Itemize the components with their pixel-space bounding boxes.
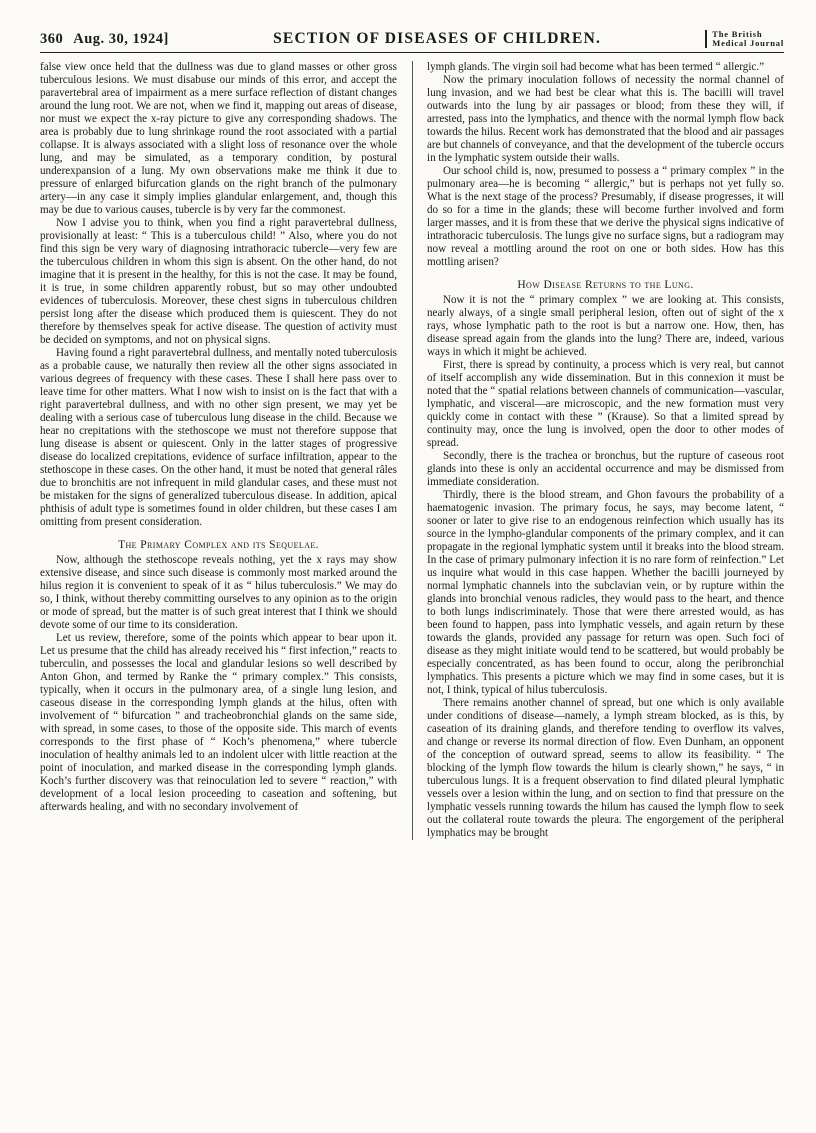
paragraph: Now I advise you to think, when you find a right paravertebral dullness, provisionally at least: “ This is a tuberculous child! ” Also, where you do not find this sign be very wary of diagnosing intrathoracic tubercle—very few are the tuberculous children in whom this sign is absent. On the other hand, do not imagine that it is present in the healthy, for this is not the case. It may be found, it is true, in some children apparently robust, but so may other undoubted evidences of tuberculosis. Moreover, these chest signs in tuberculous children persist long after the disease which produced them is quiescent. They do not therefore by themselves speak for active disease. The question of activity must be decided on symptoms, and not on physical signs. <box>40 217 397 346</box>
article-body <box>40 61 784 840</box>
paragraph: lymph glands. The virgin soil had become what has been termed “ allergic.” <box>427 61 765 73</box>
paragraph: Let us review, therefore, some of the points which appear to bear upon it. Let us presume that the child has already received his “ first infection,” reacts to tuberculin, and possesses the local and glandular lesions so well described by Anton Ghon, and termed by Ranke the “ primary complex.” This consists, typically, when it occurs in the pulmonary area, of a single lung lesion, and caseous disease in the corresponding lymph glands at the hilus, often with involvement of “ bifurcation ” and tracheobronchial glands on the same side, with spread, in some cases, to those of the opposite side. This march of events corresponds to the first phase of “ Koch’s phenomena,” where tubercle inoculation of healthy animals led to an indolent ulcer with little reaction at the point of inoculation, and marked disease in the corresponding lymph glands. Koch’s further discovery was that reinoculation led to severe “ reaction,” with development of a local lesion proceeding to caseation and softening, but afterwards healing, and with no secondary involvement of <box>40 632 397 813</box>
paragraph: false view once held that the dullness was due to gland masses or other gross tuberculous lesions. We must disabuse our minds of this error, and accept the paravertebral area of impairment as a mere surface reflection of distant changes around the lung root. We are not, when we find it, mapping out areas of disease, nor must we expect the x-ray picture to give any corresponding shadows. The area is probably due to lung shrinkage round the root associated with a partial collapse. It is always associated with a slight loss of resonance over the whole lung, and may be simulated, as a temporary condition, by postural underexpansion of a lung. My own observations make me think it due to pressure of enlarged bifurcation glands on the right branch of the pulmonary artery—in any case it simply implies glandular enlargement, and, though this may be due to various causes, tubercle is by very far the commonest. <box>40 61 397 216</box>
paragraph: Thirdly, there is the blood stream, and Ghon favours the probability of a haematogenic invasion. The primary focus, he says, may become latent, “ sooner or later to give rise to an endogenous reinfection which usually has its source in the lympho-glandular components of the primary complex, and it can propagate in the regional lymphatic system until it breaks into the blood stream. In the case of primary pulmonary infection it is no rare form of reinfection.” Let us inquire what would in this case happen. Whether the bacilli journeyed by normal lymphatic channels into the subclavian vein, or by rupture within the glands into bronchial venous radicles, they would pass to the heart, and thence to both lungs indiscriminately. Those that were there arrested would, as has been found to happen, pass into lymphatic vessels, and again return by these towards the glands, provided any passage for return was open. Such foci of disease as they might initiate would tend to be scattered, but would probably be especially concentrated, as has been found to occur, along the peribronchial lymphatics. This presents a picture which we may find in some cases, but it is not, I think, typical of hilus tuberculosis. <box>427 489 784 696</box>
header-left <box>40 31 169 48</box>
paragraph: Now it is not the “ primary complex ” we are looking at. This consists, nearly always, of a single small peripheral lesion, often out of sight of the x rays, whose lymphatic path to the root is but a narrow one. How, then, has disease spread again from the glands into the lung? There are, indeed, various ways in which it might be achieved. <box>427 294 784 358</box>
paragraph: Secondly, there is the trachea or bronchus, but the rupture of caseous root glands into these is only an accidental occurrence and may be dismissed from immediate consideration. <box>427 450 784 488</box>
section-heading: The Primary Complex and its Sequelae. <box>118 539 319 551</box>
paragraph: Our school child is, now, presumed to possess a “ primary complex ” in the pulmonary area—he is becoming “ allergic,” but is perhaps not yet fully so. What is the next stage of the process? Presumably, if disease progresses, it will do so for a time in the glands; these will become further involved and form larger masses, and it is from these that we derive the physical signs indicative of intrathoracic tuberculosis. The lungs give no surface signs, but a radiogram may now reveal a mottling around the root on one or both sides. How has this mottling arisen? <box>427 165 784 268</box>
journal-name <box>705 30 784 48</box>
right-column <box>427 61 784 840</box>
journal-name-line2: Medical Journal <box>712 38 784 48</box>
left-column <box>40 61 397 840</box>
paragraph: Now, although the stethoscope reveals nothing, yet the x rays may show extensive disease, and since such disease is commonly most marked around the hilus region it is convenient to speak of it as “ hilus tuberculosis.” We may do so, I think, without thereby committing ourselves to any opinion as to the origin or mode of spread, but the matter is of such great interest that I think we should devote some of our time to its consideration. <box>40 554 397 631</box>
page-header <box>40 26 784 53</box>
issue-date: Aug. 30, 1924] <box>73 31 169 47</box>
page-number: 360 <box>40 31 64 47</box>
section-heading: How Disease Returns to the Lung. <box>517 279 694 291</box>
journal-name-line1: The British <box>712 29 763 39</box>
paragraph: Now the primary inoculation follows of necessity the normal channel of lung invasion, and we had best be clear what this is. The bacilli will travel outwards into the lung by air passages or blood; from these they will, if arrested, pass into the lymphatics, and thence with the normal lymph flow back towards the hilus. Recent work has demonstrated that the blood and air passages are but channels of conveyance, and that the development of the tubercle occurs in the lymphatic system outside their walls. <box>427 74 784 164</box>
paragraph: First, there is spread by continuity, a process which is very real, but cannot of itself accomplish any wide dissemination. But in this connexion it must be noted that the “ spatial relations between channels of communication—vascular, lymphatic, and visceral—are microscopic, and the new formation must very quickly come in contact with these ” (Krause). So that a limited spread by continuity may, once the lung is involved, open the door to other modes of spread. <box>427 359 784 449</box>
column-divider <box>412 61 413 840</box>
section-title: SECTION OF DISEASES OF CHILDREN. <box>273 30 602 47</box>
paragraph: Having found a right paravertebral dullness, and mentally noted tuberculosis as a probable cause, we naturally then review all the other signs associated in various degrees of frequency with these cases. These I shall here pass over to leave time for other matters. What I now wish to insist on is the fact that with a right paravertebral dullness, and with no other sign present, we may yet be dealing with a serious case of tuberculous lung disease in the child. Because we hear no crepitations with the stethoscope we must not therefore suppose that lung disease is absent or quiescent. Only in the latter stages of progressive disease do localized crepitations, evidence of surface infiltration, appear to the stethoscope in these cases. On the other hand, it must be noted that general râles due to bronchitis are not infrequent in mild glandular cases, and these must not be mistaken for the signs of generalized tuberculous disease. In addition, apical phthisis of adult type is sometimes found in older children, but these cases I am omitting from present consideration. <box>40 347 397 528</box>
paragraph: There remains another channel of spread, but one which is only available under conditions of disease—namely, a lymph stream blocked, as is this, by caseation of its draining glands, and therefore tending to overflow its valves, and change or reverse its normal direction of flow. Even Dunham, an opponent of the conception of outward spread, seems to allow its feasibility. “ The blocking of the lymph flow towards the hilum is clearly shown,” he says, “ in tuberculous lungs. It is a frequent observation to find dilated pleural lymphatic vessels over a lesion within the lung, and on section to find that pressure on the lymphatic vessels running towards the hilum has caused the lymph flow to seek out the collateral route towards the pleura. The engorgement of the peripheral lymphatics may be brought <box>427 697 784 839</box>
